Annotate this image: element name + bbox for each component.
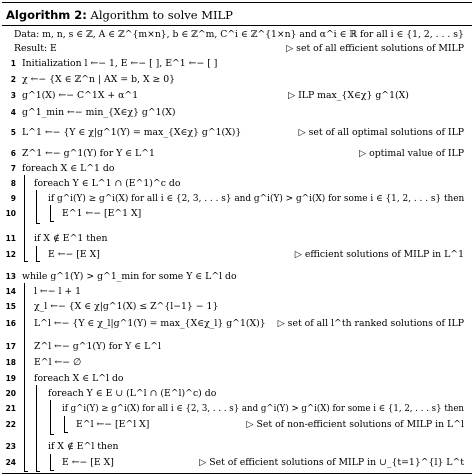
line-number: 16 [5, 319, 16, 328]
line-number: 2 [10, 75, 16, 84]
line-text: Z^1 ←− g^1(Y) for Y ∈ L^1 [22, 148, 155, 159]
line-6 [2, 146, 472, 162]
line-10 [2, 206, 472, 222]
line-text: Z^l ←− g^1(Y) for Y ∈ L^l [34, 341, 162, 352]
line-11 [2, 231, 472, 247]
line-text: Result: E [14, 43, 57, 54]
line-number: 1 [10, 59, 16, 68]
line-text: if X ∉ E^l then [48, 441, 119, 452]
line-text: if X ∉ E^1 then [34, 233, 108, 244]
line-3 [2, 88, 472, 104]
algorithm-header [6, 7, 468, 23]
line-comment: ▷ set of all optimal solutions of ILP [298, 127, 464, 138]
block-bar [36, 385, 37, 471]
line-comment: ▷ optimal value of ILP [359, 148, 464, 159]
line-number: 6 [10, 149, 16, 158]
line-2 [2, 72, 472, 88]
line-number: 3 [10, 91, 16, 100]
line-number: 20 [5, 389, 16, 398]
line-9 [2, 191, 472, 207]
line-20 [2, 386, 472, 402]
line-5 [2, 125, 472, 141]
line-text: g^1(X) ←− C^1X + α^1 [22, 90, 139, 101]
line-number: 10 [5, 209, 16, 218]
block-bar-end [36, 261, 40, 262]
line-comment: ▷ set of all l^th ranked solutions of ILP [277, 318, 464, 329]
line-text: if g^i(Y) ≥ g^i(X) for all i ∈ {2, 3, . . . s} and g^i(Y) > g^i(X) for some i ∈ {1, 2, . . . s} then [62, 403, 464, 414]
line-result [2, 41, 472, 57]
line-24 [2, 455, 472, 471]
block-bar [64, 416, 65, 432]
line-text: E^l ←− [E^l X] [76, 419, 150, 430]
line-number: 11 [5, 234, 16, 243]
block-bar-end [24, 261, 28, 262]
line-number: 17 [5, 342, 16, 351]
line-text: χ ←− {X ∈ ℤ^n | AX = b, X ≥ 0} [22, 74, 176, 85]
block-bar-end [50, 470, 54, 471]
line-number: 21 [5, 404, 16, 413]
block-bar-end [36, 471, 40, 472]
line-23 [2, 439, 472, 455]
block-bar [50, 454, 51, 470]
line-13 [2, 269, 472, 285]
line-comment: ▷ Set of non-efficient solutions of MILP in L^l [246, 419, 464, 430]
block-bar [50, 205, 51, 221]
line-number: 13 [5, 272, 16, 281]
block-bar-end [24, 471, 28, 472]
line-19 [2, 371, 472, 387]
algorithm-title: Algorithm to solve MILP [90, 8, 233, 22]
line-number: 9 [10, 194, 16, 203]
line-number: 18 [5, 358, 16, 367]
line-number: 19 [5, 374, 16, 383]
line-comment: ▷ efficient solutions of MILP in L^1 [294, 249, 464, 260]
line-text: E ←− [E X] [48, 249, 100, 260]
line-text: L^l ←− {Y ∈ χ_l|g^1(Y) = max_{X∈χ_l} g^1(X)} [34, 318, 266, 329]
line-text: χ_l ←− {X ∈ χ|g^1(X) ≤ Z^{l−1} − 1} [34, 301, 219, 312]
line-text: E ←− [E X] [62, 457, 114, 468]
line-text: foreach Y ∈ E ∪ (L^l ∩ (E^l)^c) do [48, 388, 217, 399]
line-8 [2, 176, 472, 192]
line-text: g^1_min ←− min_{X∈χ} g^1(X) [22, 107, 176, 118]
line-text: Initialization l ←− 1, E ←− [ ], E^1 ←− [ ] [22, 58, 218, 69]
line-text: E^1 ←− [E^1 X] [62, 208, 142, 219]
line-text: foreach X ∈ L^1 do [22, 163, 115, 174]
line-number: 24 [5, 458, 16, 467]
line-14 [2, 284, 472, 300]
algorithm-label: Algorithm 2: [6, 8, 87, 22]
line-21 [2, 401, 472, 417]
line-22 [2, 417, 472, 433]
header-rule [2, 25, 472, 26]
line-text: if g^i(Y) ≥ g^i(X) for all i ∈ {2, 3, . . . s} and g^i(Y) > g^i(X) for some i ∈ {1, 2, . . . s} then [48, 193, 465, 204]
block-bar [36, 190, 37, 223]
line-number: 22 [5, 420, 16, 429]
line-text: foreach Y ∈ L^1 ∩ (E^1)^c do [34, 178, 181, 189]
line-number: 15 [5, 302, 16, 311]
line-17 [2, 339, 472, 355]
block-bar-end [50, 434, 54, 435]
line-number: 14 [5, 287, 16, 296]
algorithm-box [2, 2, 472, 474]
line-1 [2, 56, 472, 72]
line-15 [2, 299, 472, 315]
line-16 [2, 316, 472, 332]
line-12 [2, 247, 472, 263]
block-bar-end [64, 432, 68, 433]
line-7 [2, 161, 472, 177]
block-bar-end [36, 223, 40, 224]
line-number: 5 [10, 128, 16, 137]
block-bar [24, 283, 25, 471]
line-text: E^l ←− ∅ [34, 357, 82, 368]
block-bar [50, 400, 51, 434]
line-number: 23 [5, 442, 16, 451]
block-bar [24, 175, 25, 261]
line-4 [2, 105, 472, 121]
line-number: 12 [5, 250, 16, 259]
block-bar [36, 246, 37, 261]
line-number: 4 [10, 108, 16, 117]
line-number: 7 [10, 164, 16, 173]
line-text: l ←− l + 1 [34, 286, 82, 297]
line-18 [2, 355, 472, 371]
block-bar-end [50, 221, 54, 222]
line-comment: ▷ Set of efficient solutions of MILP in ∪_{t=1}^{l} L^t [199, 457, 464, 468]
line-number: 8 [10, 179, 16, 188]
line-text: Data: m, n, s ∈ ℤ, A ∈ ℤ^{m×n}, b ∈ ℤ^m, C^i ∈ ℤ^{1×n} and α^i ∈ ℝ for all i ∈ {1, 2, . . . s} [14, 29, 464, 40]
line-text: L^1 ←− {Y ∈ χ|g^1(Y) = max_{X∈χ} g^1(X)} [22, 127, 242, 138]
line-comment: ▷ set of all efficient solutions of MILP [286, 43, 464, 54]
line-text: foreach X ∈ L^l do [34, 373, 124, 384]
line-comment: ▷ ILP max_{X∈χ} g^1(X) [288, 90, 409, 101]
line-text: while g^1(Y) > g^1_min for some Y ∈ L^l do [22, 271, 237, 282]
